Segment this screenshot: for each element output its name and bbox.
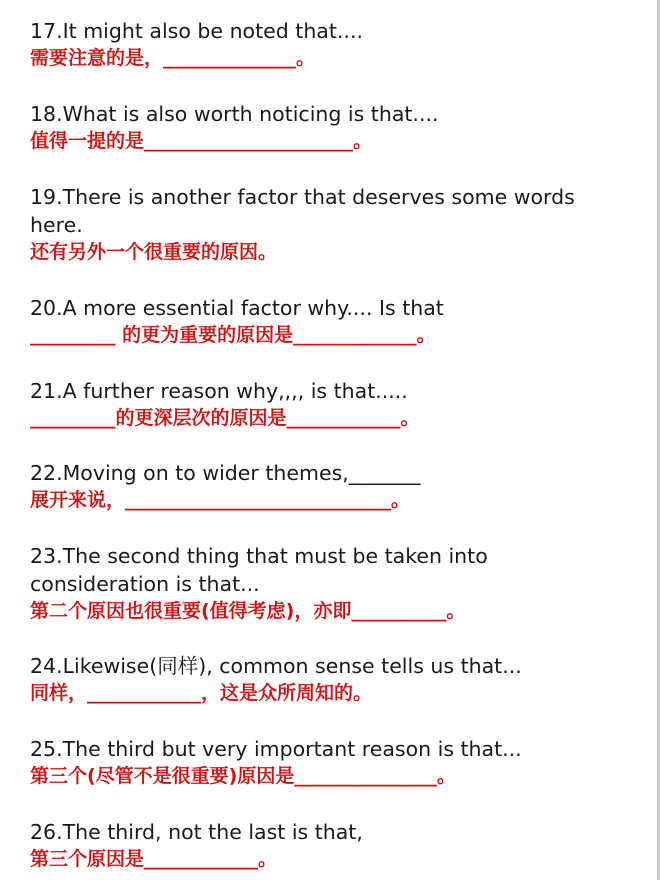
chinese-translation: _________的更深层次的原因是____________。 bbox=[30, 407, 420, 429]
chinese-translation: 还有另外一个很重要的原因。 bbox=[30, 241, 278, 263]
chinese-translation: 同样，____________，这是众所周知的。 bbox=[30, 682, 373, 704]
english-phrase: 26.The third, not the last is that, bbox=[30, 820, 363, 844]
english-phrase: 21.A further reason why,,,, is that..... bbox=[30, 379, 408, 403]
phrase-entry-26 bbox=[30, 818, 630, 872]
english-phrase: 22.Moving on to wider themes,_______ bbox=[30, 461, 421, 485]
english-phrase-continued: here. bbox=[30, 213, 83, 237]
english-phrase: 24.Likewise(同样), common sense tells us that... bbox=[30, 654, 522, 678]
phrase-entry-24 bbox=[30, 652, 630, 706]
phrase-entry-21 bbox=[30, 377, 630, 431]
chinese-translation: 展开来说，____________________________。 bbox=[30, 489, 411, 511]
chinese-translation: 需要注意的是，______________。 bbox=[30, 47, 316, 69]
english-phrase: 20.A more essential factor why.... Is that bbox=[30, 296, 444, 320]
chinese-translation: 值得一提的是______________________。 bbox=[30, 130, 373, 152]
english-phrase: 17.It might also be noted that.... bbox=[30, 19, 363, 43]
phrase-entry-22 bbox=[30, 459, 630, 513]
phrase-entry-20 bbox=[30, 294, 630, 348]
phrase-entry-19 bbox=[30, 183, 630, 265]
english-phrase: 19.There is another factor that deserves some words bbox=[30, 185, 575, 209]
phrase-entry-25 bbox=[30, 735, 630, 789]
phrase-entry-23 bbox=[30, 542, 630, 624]
chinese-translation: 第三个原因是____________。 bbox=[30, 848, 278, 870]
english-phrase-continued: consideration is that... bbox=[30, 572, 260, 596]
chinese-translation: 第二个原因也很重要(值得考虑)，亦即__________。 bbox=[30, 600, 466, 622]
phrase-entry-17 bbox=[30, 17, 630, 71]
english-phrase: 23.The second thing that must be taken into bbox=[30, 544, 488, 568]
english-phrase: 18.What is also worth noticing is that.... bbox=[30, 102, 439, 126]
english-phrase: 25.The third but very important reason is that... bbox=[30, 737, 522, 761]
chinese-translation: 第三个(尽管不是很重要)原因是_______________。 bbox=[30, 765, 456, 787]
chinese-translation: _________ 的更为重要的原因是_____________。 bbox=[30, 324, 436, 346]
phrase-entry-18 bbox=[30, 100, 630, 154]
